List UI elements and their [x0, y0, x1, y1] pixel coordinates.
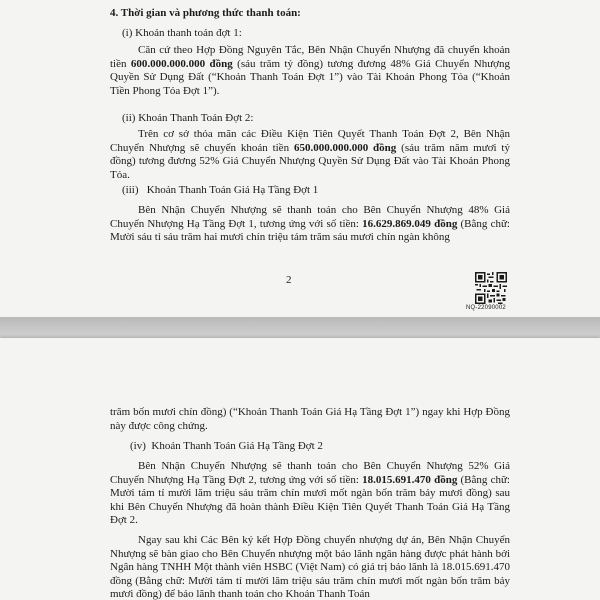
item-iv-amount: 18.015.691.470 đồng — [362, 473, 458, 486]
item-iii-paragraph: Bên Nhận Chuyển Nhượng sẽ thanh toán cho Bên Chuyển Nhượng 48% Giá Chuyển Nhượng Hạ Tầng Đợt 1, tương ứng với số tiền: 16.629.869.049 đồng (Bằng chữ: Mười sáu tỉ sáu trăm hai mươi chín triệu tám trăm sáu mươi chín ngàn không — [110, 204, 510, 243]
section-heading: 4. Thời gian và phương thức thanh toán: — [110, 7, 301, 19]
item-iii-label: (iii) Khoản Thanh Toán Giá Hạ Tầng Đợt 1 — [122, 184, 319, 196]
item-i-paragraph: Căn cứ theo Hợp Đồng Nguyên Tắc, Bên Nhận Chuyển Nhượng đã chuyển khoản tiền 600.000.000.000 đồng (sáu trăm tỷ đồng) tương đương 48% Giá Chuyển Nhượng Quyền Sử Dụng Đất (“Khoản Thanh Toán Đợt 1”) vào Tài Khoản Phong Tỏa (“Khoản Tiền Phong Tỏa Đợt 1”). — [110, 44, 510, 97]
guarantee-paragraph: Ngay sau khi Các Bên ký kết Hợp Đồng chuyển nhượng dự án, Bên Nhận Chuyển Nhượng sẽ bàn giao cho Bên Chuyển nhượng một bảo lãnh ngân hàng được phát hành bởi Ngân hàng TNHH Một thành viên HSBC (Việt Nam) có giá trị bảo lãnh là 18.015.691.470 đồng (Bằng chữ: Mười tám tỉ mười lăm triệu sáu trăm chín mươi mốt ngàn bốn trăm bảy mươi đồng) để bảo lãnh thanh toán cho Khoản Thanh Toán — [110, 534, 510, 600]
item-ii-amount: 650.000.000.000 đồng — [293, 141, 397, 154]
page-separator — [0, 317, 600, 338]
qr-code-caption: NQ-22090002 — [466, 305, 506, 311]
item-i-amount: 600.000.000.000 đồng — [130, 57, 233, 70]
continued-paragraph: trăm bốn mươi chín đồng) (“Khoản Thanh Toán Giá Hạ Tầng Đợt 1”) ngay khi Hợp Đồng này được công chứng. — [110, 406, 510, 432]
item-iv-label: (iv) Khoản Thanh Toán Giá Hạ Tầng Đợt 2 — [130, 440, 323, 452]
page-number: 2 — [286, 274, 292, 286]
document-page-3 — [0, 338, 600, 600]
qr-code-icon — [475, 272, 507, 304]
item-i-label: (i) Khoản thanh toán đợt 1: — [122, 27, 242, 39]
item-ii-label: (ii) Khoản Thanh Toán Đợt 2: — [122, 112, 254, 124]
item-iii-amount: 16.629.869.049 đồng — [362, 217, 458, 230]
item-ii-paragraph: Trên cơ sở thỏa mãn các Điều Kiện Tiên Quyết Thanh Toán Đợt 2, Bên Nhận Chuyển Nhượng sẽ chuyển khoản tiền 650.000.000.000 đồng (sáu trăm năm mươi tỷ đồng) tương đương 52% Giá Chuyển Nhượng Quyền Sử Dụng Đất vào Tài Khoản Phong Tỏa. — [110, 128, 510, 181]
item-iv-paragraph: Bên Nhận Chuyển Nhượng sẽ thanh toán cho Bên Chuyển Nhượng 52% Giá Chuyển Nhượng Hạ Tầng Đợt 2, tương ứng với số tiền: 18.015.691.470 đồng (Bằng chữ: Mười tám tỉ mười lăm triệu sáu trăm chín mươi mốt ngàn bốn trăm bảy mươi đồng) sau khi Bên Chuyển Nhượng đã hoàn thành Điều Kiện Tiên Quyết Thanh Toán Giá Hạ Tầng Đợt 2. — [110, 460, 510, 526]
